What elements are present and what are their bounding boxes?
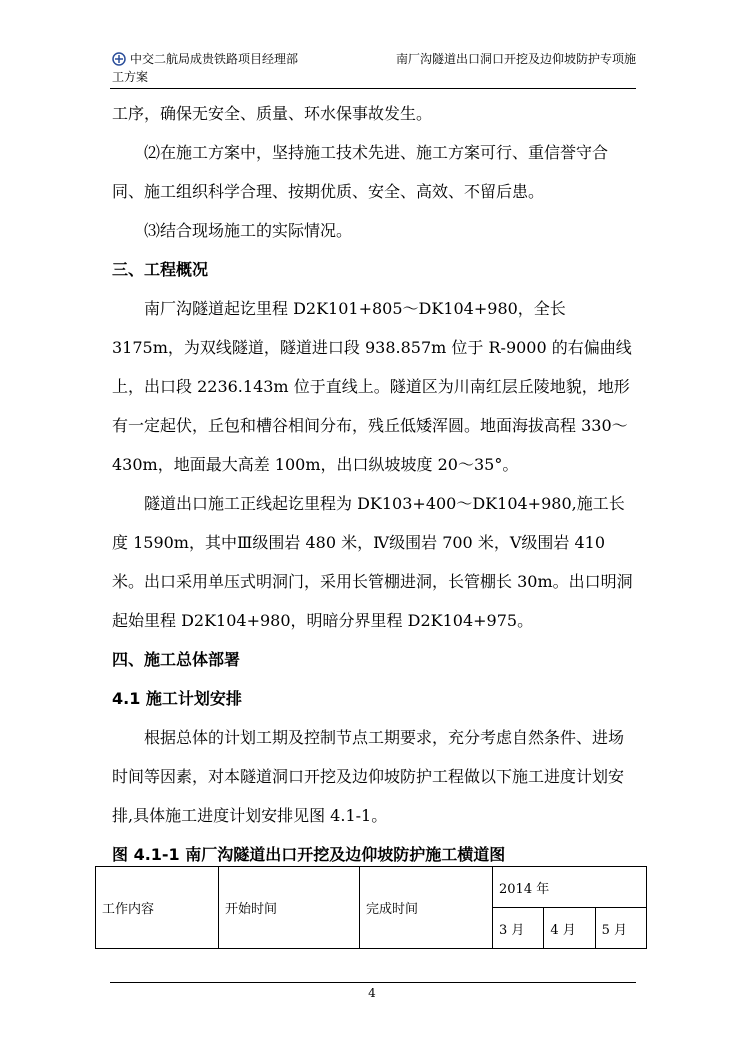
- page-header: [112, 50, 636, 86]
- section-heading: 四、施工总体部署: [112, 650, 241, 669]
- table-header-end: 完成时间: [360, 867, 493, 949]
- footer-divider: [110, 982, 636, 983]
- page-number: 4: [368, 986, 376, 1000]
- table-header-month: 4 月: [544, 908, 595, 949]
- paragraph: ⑵在施工方案中，坚持施工技术先进、施工方案可行、重信誉守合同、施工组织科学合理、按期优质、安全、高效、不留后患。: [112, 143, 609, 201]
- header-divider: [110, 88, 636, 89]
- header-org: 中交二航局成贵铁路项目经理部: [130, 52, 299, 66]
- table-header-start: 开始时间: [219, 867, 360, 949]
- table-header-work: 工作内容: [96, 867, 219, 949]
- table-header-year: 2014 年: [493, 867, 647, 908]
- paragraph: 工序，确保无安全、质量、环水保事故发生。: [112, 104, 433, 123]
- paragraph: 南厂沟隧道起讫里程 D2K101+805～DK104+980，全长 3175m，为双线隧道，隧道进口段 938.857m 位于 R-9000 的右偏曲线上，出口段 2236.143m 位于直线上。隧道区为川南红层丘陵地貌，地形有一定起伏，丘包和槽谷相间分布，残丘低矮浑圆。地面海拔高程 330～430m，地面最大高差 100m，出口纵坡坡度 20～35°。: [112, 299, 632, 474]
- subsection-heading: 4.1 施工计划安排: [112, 689, 242, 708]
- table-header-month: 3 月: [493, 908, 544, 949]
- company-logo-icon: [112, 52, 126, 66]
- document-body: [112, 94, 638, 874]
- paragraph: 根据总体的计划工期及控制节点工期要求，充分考虑自然条件、进场时间等因素，对本隧道洞口开挖及边仰坡防护工程做以下施工进度计划安排,具体施工进度计划安排见图 4.1-1。: [112, 728, 625, 825]
- schedule-table: [95, 866, 647, 949]
- paragraph: ⑶结合现场施工的实际情况。: [144, 221, 353, 240]
- header-title-continued: 工方案: [112, 70, 149, 84]
- section-heading: 三、工程概况: [112, 260, 209, 279]
- figure-caption: 图 4.1-1 南厂沟隧道出口开挖及边仰坡防护施工横道图: [112, 845, 506, 864]
- paragraph: 隧道出口施工正线起讫里程为 DK103+400～DK104+980,施工长度 1590m，其中Ⅲ级围岩 480 米，Ⅳ级围岩 700 米，Ⅴ级围岩 410 米。出口采用单压式明洞门，采用长管棚进洞，长管棚长 30m。出口明洞起始里程 D2K104+980，明暗分界里程 D2K104+975。: [112, 494, 633, 630]
- header-title: 南厂沟隧道出口洞口开挖及边仰坡防护专项施: [395, 52, 636, 66]
- table-header-month: 5 月: [595, 908, 646, 949]
